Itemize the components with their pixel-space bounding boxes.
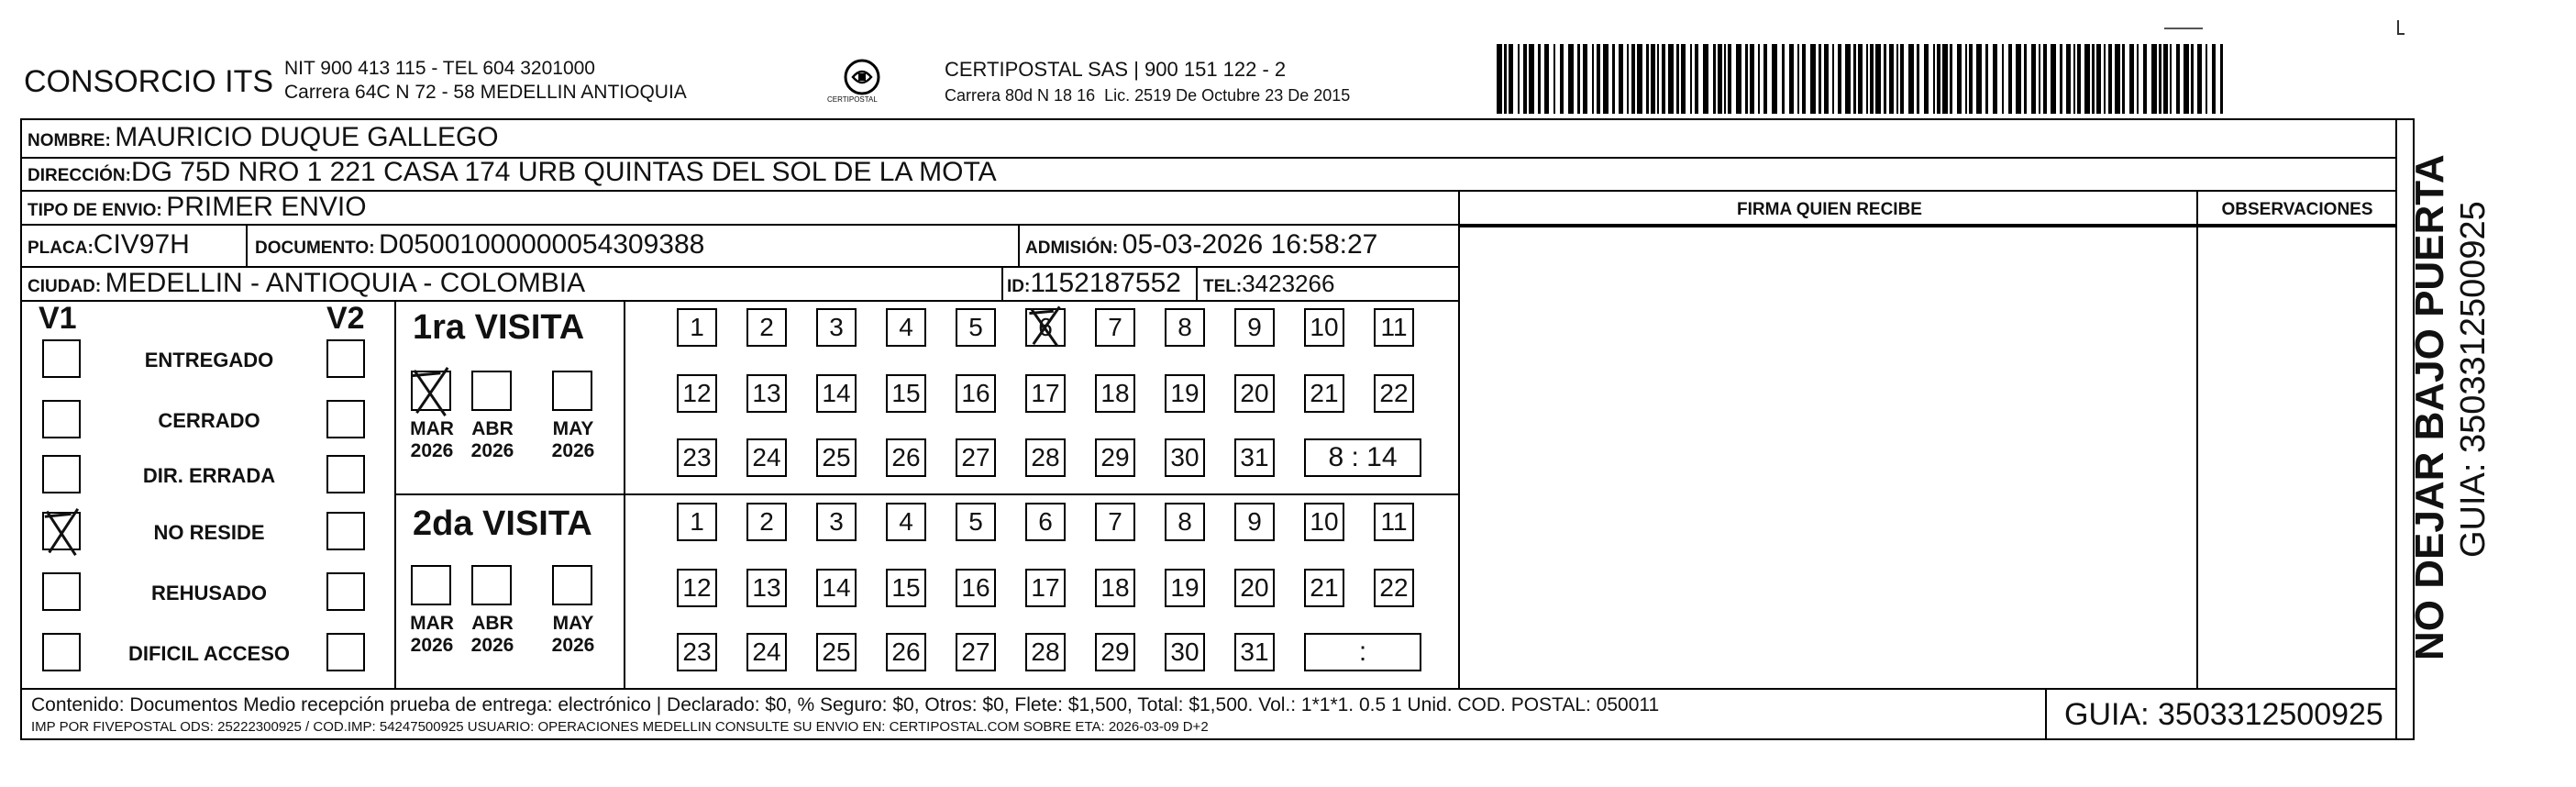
company-info — [284, 57, 687, 105]
day-box[interactable]: 11 — [1374, 503, 1414, 541]
status-v1-checkbox[interactable] — [42, 455, 81, 493]
barcode-bar — [1544, 44, 1549, 114]
barcode-bar — [1518, 44, 1520, 114]
v1-header: V1 — [39, 301, 77, 336]
day-box[interactable]: 29 — [1095, 438, 1135, 477]
day-box[interactable]: 17 — [1025, 374, 1066, 413]
admision-label: ADMISIÓN: — [1025, 238, 1119, 258]
barcode-bar — [2115, 44, 2120, 114]
barcode-bar — [2159, 44, 2161, 114]
nombre-value: MAURICIO DUQUE GALLEGO — [115, 122, 499, 152]
barcode-bar — [1758, 44, 1760, 114]
barcode-bar — [1917, 44, 1919, 114]
time-box[interactable]: : — [1304, 633, 1421, 671]
barcode-bar — [2092, 44, 2095, 114]
barcode-bar — [2163, 44, 2168, 114]
month-checkbox[interactable] — [471, 371, 512, 411]
day-box[interactable]: 24 — [746, 633, 787, 671]
barcode-bar — [1969, 44, 1973, 114]
day-check-mark — [1025, 305, 1066, 349]
day-box[interactable]: 13 — [746, 374, 787, 413]
tipo-label: TIPO DE ENVIO: — [28, 201, 162, 220]
barcode-bar — [1637, 44, 1642, 114]
barcode-bar — [1577, 44, 1580, 114]
barcode-bar — [1690, 44, 1692, 114]
barcode-bar — [1597, 44, 1600, 114]
barcode-bar — [1782, 44, 1785, 114]
status-label: CERRADO — [158, 409, 260, 432]
day-box[interactable]: 2 — [746, 308, 787, 347]
nit-line: NIT 900 413 115 - TEL 604 3201000 — [284, 58, 595, 79]
day-box[interactable]: 19 — [1165, 374, 1205, 413]
barcode-bar — [1553, 44, 1555, 114]
barcode-bar — [1965, 44, 1967, 114]
day-box[interactable]: 12 — [677, 569, 717, 607]
day-box[interactable]: 1 — [677, 503, 717, 541]
barcode-bar — [1619, 44, 1623, 114]
address-line: Carrera 64C N 72 - 58 MEDELLIN ANTIOQUIA — [284, 82, 687, 103]
day-box[interactable]: 23 — [677, 633, 717, 671]
barcode-bar — [2129, 44, 2134, 114]
day-box[interactable]: 26 — [886, 438, 926, 477]
nombre-row — [28, 122, 499, 158]
day-box[interactable]: 28 — [1025, 633, 1066, 671]
status-label: REHUSADO — [151, 582, 267, 604]
day-box[interactable]: 2 — [746, 503, 787, 541]
barcode-bar — [1603, 44, 1609, 114]
barcode-bar — [2016, 44, 2021, 114]
barcode-bar — [2220, 44, 2223, 114]
day-box[interactable]: 10 — [1304, 308, 1344, 347]
barcode-bar — [1728, 44, 1731, 114]
barcode-bar — [1695, 44, 1698, 114]
month-year: 2026 — [410, 440, 454, 461]
company-name: CONSORCIO ITS — [24, 64, 274, 99]
status-v2-checkbox[interactable] — [326, 572, 365, 611]
ciudad-row — [28, 268, 585, 304]
status-label: DIR. ERRADA — [142, 464, 276, 487]
status-v2-checkbox[interactable] — [326, 455, 365, 493]
direccion-row — [28, 157, 997, 193]
day-box[interactable]: 12 — [677, 374, 717, 413]
barcode-bar — [1763, 44, 1767, 114]
barcode-bar — [1933, 44, 1935, 114]
barcode-bar — [2212, 44, 2216, 114]
month-check-mark — [407, 365, 455, 418]
day-box[interactable]: 9 — [1234, 308, 1275, 347]
month-year: 2026 — [470, 635, 514, 656]
barcode-bar — [1789, 44, 1794, 114]
status-v1-checkbox[interactable] — [42, 572, 81, 611]
day-box[interactable]: 13 — [746, 569, 787, 607]
barcode-bar — [2031, 44, 2036, 114]
barcode-bar — [1718, 44, 1722, 114]
barcode-bar — [1942, 44, 1948, 114]
barcode-bar — [1875, 44, 1881, 114]
month-name: MAR — [410, 613, 454, 634]
barcode-bar — [1845, 44, 1851, 114]
tel-value: 3423266 — [1242, 270, 1335, 297]
day-box[interactable]: 22 — [1374, 569, 1414, 607]
barcode-bar — [2096, 44, 2101, 114]
barcode-bar — [1538, 44, 1541, 114]
day-box[interactable]: 25 — [816, 633, 857, 671]
placa-label: PLACA: — [28, 238, 94, 258]
barcode-bar — [1646, 44, 1649, 114]
barcode-bar — [1950, 44, 1952, 114]
barcode-bar — [1676, 44, 1679, 114]
tipo-row — [28, 192, 367, 227]
barcode-bar — [1668, 44, 1674, 114]
no-dejar-bajo-puerta: NO DEJAR BAJO PUERTA — [2407, 154, 2452, 660]
barcode-bar — [2170, 44, 2172, 114]
day-box[interactable]: 27 — [956, 633, 996, 671]
day-box[interactable]: 9 — [1234, 503, 1275, 541]
barcode-bar — [1745, 44, 1748, 114]
barcode-bar — [2206, 44, 2207, 114]
nombre-label: NOMBRE: — [28, 131, 111, 150]
day-box[interactable]: 20 — [1234, 569, 1275, 607]
tipo-value: PRIMER ENVIO — [166, 192, 367, 222]
barcode-bar — [1627, 44, 1629, 114]
day-box[interactable]: 6 — [1025, 308, 1066, 347]
certipostal-address: Carrera 80d N 18 16 Lic. 2519 De Octubre 23 De 2015 — [945, 86, 1351, 105]
barcode-bar — [2008, 44, 2012, 114]
day-box[interactable]: 21 — [1304, 374, 1344, 413]
logo-caption: CERTIPOSTAL — [827, 95, 878, 104]
barcode-bar — [1993, 44, 1997, 114]
barcode-bar — [2002, 44, 2004, 114]
day-box[interactable]: 8 — [1165, 503, 1205, 541]
month-name: MAY — [552, 613, 594, 634]
barcode-bar — [1853, 44, 1856, 114]
status-v2-checkbox[interactable] — [326, 339, 365, 378]
barcode-bar — [1858, 44, 1863, 114]
status-v2-checkbox[interactable] — [326, 400, 365, 438]
month-year: 2026 — [551, 635, 595, 656]
month-label — [460, 418, 525, 462]
day-box[interactable]: 14 — [816, 374, 857, 413]
barcode-bar — [2077, 44, 2081, 114]
placa-value: CIV97H — [93, 229, 190, 260]
day-box[interactable]: 28 — [1025, 438, 1066, 477]
guia-number: GUIA: 3503312500925 — [2064, 697, 2383, 732]
day-box[interactable]: 16 — [956, 374, 996, 413]
v2-header: V2 — [326, 301, 365, 336]
month-label — [541, 418, 605, 462]
admision-value: 05-03-2026 16:58:27 — [1122, 229, 1378, 260]
id-value: 1152187552 — [1030, 268, 1181, 298]
barcode-bar — [2184, 44, 2189, 114]
month-year: 2026 — [410, 635, 454, 656]
barcode-bar — [1810, 44, 1816, 114]
barcode-bar — [1750, 44, 1754, 114]
ciudad-value: MEDELLIN - ANTIOQUIA - COLOMBIA — [105, 268, 586, 298]
barcode-bar — [1957, 44, 1962, 114]
barcode-bar — [1908, 44, 1914, 114]
barcode-bar — [1889, 44, 1894, 114]
day-box[interactable]: 4 — [886, 503, 926, 541]
barcode-bar — [2176, 44, 2180, 114]
day-box[interactable]: 4 — [886, 308, 926, 347]
day-box[interactable]: 3 — [816, 503, 857, 541]
day-box[interactable]: 7 — [1095, 308, 1135, 347]
barcode-bar — [1736, 44, 1741, 114]
day-box[interactable]: 18 — [1095, 374, 1135, 413]
status-v1-checkbox[interactable] — [42, 339, 81, 378]
barcode-bar — [1802, 44, 1806, 114]
barcode-bar — [1819, 44, 1821, 114]
month-name: MAY — [552, 418, 594, 439]
status-v1-checkbox[interactable] — [42, 633, 81, 671]
day-box[interactable]: 6 — [1025, 503, 1066, 541]
day-box[interactable]: 30 — [1165, 438, 1205, 477]
day-box[interactable]: 5 — [956, 503, 996, 541]
day-box[interactable]: 29 — [1095, 633, 1135, 671]
day-box[interactable]: 30 — [1165, 633, 1205, 671]
barcode-bar — [2191, 44, 2194, 114]
barcode-bar — [1985, 44, 1988, 114]
status-v1-checkbox[interactable] — [42, 400, 81, 438]
barcode-bar — [1900, 44, 1904, 114]
day-box[interactable]: 7 — [1095, 503, 1135, 541]
barcode-bar — [1976, 44, 1982, 114]
day-box[interactable]: 26 — [886, 633, 926, 671]
day-box[interactable]: 11 — [1374, 308, 1414, 347]
barcode-bar — [2084, 44, 2090, 114]
status-label: ENTREGADO — [144, 349, 274, 371]
status-v2-checkbox[interactable] — [326, 512, 365, 550]
id-row — [1007, 268, 1181, 304]
month-label — [400, 613, 464, 657]
day-box[interactable]: 31 — [1234, 438, 1275, 477]
day-box[interactable]: 1 — [677, 308, 717, 347]
visit2-title: 2da VISITA — [413, 504, 592, 543]
month-checkbox[interactable] — [552, 565, 592, 605]
day-box[interactable]: 24 — [746, 438, 787, 477]
side-guia-number: GUIA: 3503312500925 — [2454, 201, 2493, 558]
barcode-bar — [2104, 44, 2106, 114]
certipostal-nit: CERTIPOSTAL SAS | 900 151 122 - 2 — [945, 58, 1287, 81]
barcode-bar — [1497, 44, 1502, 114]
barcode-bar — [2108, 44, 2112, 114]
barcode-bar — [1568, 44, 1574, 114]
barcode-bar — [1866, 44, 1868, 114]
tel-row — [1203, 268, 1334, 304]
barcode-bar — [1824, 44, 1829, 114]
id-label: ID: — [1007, 277, 1031, 296]
month-year: 2026 — [551, 440, 595, 461]
content-line: Contenido: Documentos Medio recepción prueba de entrega: electrónico | Declarado: $0, % Seguro: $0, Otros: $0, Flete: $1,500, Total: $1,500. Vol.: 1*1*1. 0.5 1 Unid. COD. POSTAL: 050011 — [31, 694, 1660, 715]
day-box[interactable]: 25 — [816, 438, 857, 477]
certipostal-info — [945, 57, 1350, 108]
barcode-bar — [1884, 44, 1886, 114]
month-checkbox[interactable] — [411, 565, 451, 605]
documento-label: DOCUMENTO: — [255, 238, 375, 258]
barcode-bar — [2151, 44, 2157, 114]
day-box[interactable]: 3 — [816, 308, 857, 347]
barcode-bar — [1713, 44, 1716, 114]
observaciones-label: OBSERVACIONES — [2221, 200, 2373, 219]
barcode-bar — [1662, 44, 1665, 114]
month-name: MAR — [410, 418, 454, 439]
day-box[interactable]: 31 — [1234, 633, 1275, 671]
placa-row — [28, 229, 190, 265]
day-box[interactable]: 18 — [1095, 569, 1135, 607]
barcode-bar — [2043, 44, 2047, 114]
ciudad-label: CIUDAD: — [28, 277, 102, 296]
v1-check-mark — [40, 506, 84, 558]
barcode-bar — [2122, 44, 2125, 114]
barcode-bar — [1583, 44, 1587, 114]
day-box[interactable]: 22 — [1374, 374, 1414, 413]
barcode-bar — [1560, 44, 1564, 114]
direccion-value: DG 75D NRO 1 221 CASA 174 URB QUINTAS DEL SOL DE LA MOTA — [130, 157, 997, 187]
barcode-bar — [1924, 44, 1929, 114]
month-label — [400, 418, 464, 462]
day-box[interactable]: 27 — [956, 438, 996, 477]
documento-value: D05001000000054309388 — [379, 229, 705, 260]
day-box[interactable]: 21 — [1304, 569, 1344, 607]
firma-label: FIRMA QUIEN RECIBE — [1737, 200, 1922, 219]
barcode-bar — [1592, 44, 1594, 114]
barcode-bar — [2197, 44, 2202, 114]
day-box[interactable]: 16 — [956, 569, 996, 607]
barcode-bar — [1612, 44, 1615, 114]
day-box[interactable]: 10 — [1304, 503, 1344, 541]
admision-row — [1025, 229, 1377, 265]
barcode-bar — [1832, 44, 1834, 114]
day-box[interactable]: 8 — [1165, 308, 1205, 347]
day-box[interactable]: 19 — [1165, 569, 1205, 607]
barcode-bar — [2066, 44, 2071, 114]
status-label: NO RESIDE — [153, 521, 265, 544]
time-box[interactable]: 8 : 14 — [1304, 438, 1421, 477]
barcode-bar — [1703, 44, 1708, 114]
barcode — [1497, 44, 2223, 114]
barcode-bar — [1523, 44, 1527, 114]
barcode-bar — [1797, 44, 1799, 114]
month-name: ABR — [471, 613, 514, 634]
day-box[interactable]: 5 — [956, 308, 996, 347]
barcode-bar — [1772, 44, 1777, 114]
day-box[interactable]: 20 — [1234, 374, 1275, 413]
day-box[interactable]: 14 — [816, 569, 857, 607]
barcode-bar — [2039, 44, 2040, 114]
month-checkbox[interactable] — [471, 565, 512, 605]
tel-label: TEL: — [1203, 277, 1243, 296]
barcode-bar — [1631, 44, 1635, 114]
status-v2-checkbox[interactable] — [326, 633, 365, 671]
barcode-bar — [1937, 44, 1940, 114]
status-label: DIFICIL ACCESO — [127, 642, 290, 665]
corner-mark — [2397, 33, 2405, 35]
barcode-bar — [1838, 44, 1841, 114]
day-box[interactable]: 15 — [886, 569, 926, 607]
month-label — [541, 613, 605, 657]
barcode-bar — [1509, 44, 1513, 114]
barcode-bar — [2024, 44, 2027, 114]
barcode-bar — [1870, 44, 1874, 114]
month-name: ABR — [471, 418, 514, 439]
documento-row — [255, 229, 704, 265]
day-box[interactable]: 17 — [1025, 569, 1066, 607]
barcode-bar — [2137, 44, 2139, 114]
certipostal-logo-icon — [840, 57, 884, 101]
barcode-bar — [2060, 44, 2062, 114]
month-checkbox[interactable] — [552, 371, 592, 411]
day-box[interactable]: 23 — [677, 438, 717, 477]
print-info-line: IMP POR FIVEPOSTAL ODS: 25222300925 / COD.IMP: 54247500925 USUARIO: OPERACIONES MEDELLIN CONSULTE SU ENVIO EN: CERTIPOSTAL.COM SOBRE ETA: 2026-03-09 D+2 — [31, 719, 1209, 735]
month-label — [460, 613, 525, 657]
barcode-bar — [1896, 44, 1898, 114]
barcode-bar — [1504, 44, 1507, 114]
corner-mark — [2164, 28, 2203, 29]
barcode-bar — [1651, 44, 1655, 114]
day-box[interactable]: 15 — [886, 374, 926, 413]
barcode-bar — [2143, 44, 2147, 114]
barcode-bar — [1529, 44, 1534, 114]
direccion-label: DIRECCIÓN: — [28, 166, 131, 185]
barcode-bar — [1681, 44, 1686, 114]
visit1-title: 1ra VISITA — [413, 308, 585, 347]
month-year: 2026 — [470, 440, 514, 461]
barcode-bar — [1657, 44, 1659, 114]
barcode-bar — [1724, 44, 1726, 114]
barcode-bar — [2073, 44, 2075, 114]
barcode-bar — [2051, 44, 2056, 114]
